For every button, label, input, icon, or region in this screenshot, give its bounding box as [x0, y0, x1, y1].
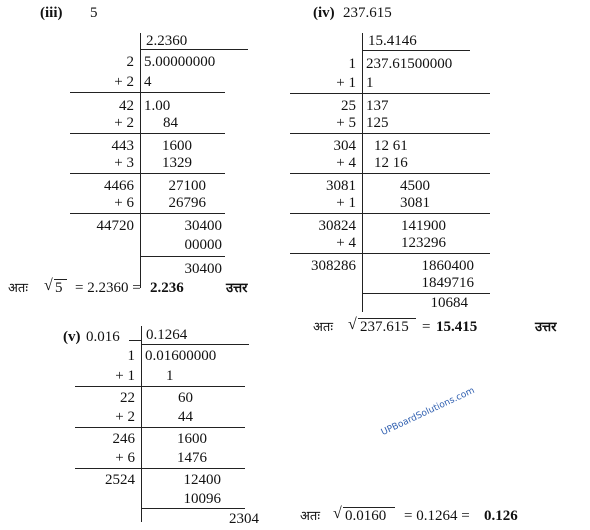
- answer-prefix: अतः: [300, 509, 320, 524]
- radicand: 237.615: [360, 319, 409, 335]
- divisor-cell: 1: [348, 56, 356, 72]
- dividend-cell: 141900: [401, 218, 446, 234]
- divisor-cell: 2: [126, 54, 134, 70]
- divisor-cell: 3081: [326, 178, 356, 194]
- divisor-cell: 246: [112, 431, 135, 447]
- divisor-cell: + 6: [115, 450, 135, 466]
- dividend-cell: 60: [178, 390, 193, 406]
- dividend-cell: 123296: [401, 235, 446, 251]
- divisor-cell: + 1: [336, 195, 356, 211]
- divisor-cell: + 3: [114, 155, 134, 171]
- dividend-cell: 1600: [162, 138, 192, 154]
- problem-v-number: 0.016: [86, 329, 120, 345]
- dividend-cell: 4: [144, 74, 152, 90]
- remainder-cell: 30400: [184, 261, 222, 277]
- divisor-cell: 25: [341, 98, 356, 114]
- dividend-cell: 5.00000000: [144, 54, 216, 70]
- divisor-cell: 30824: [318, 218, 356, 234]
- answer-word: उत्तर: [226, 281, 248, 296]
- final-answer: 2.236: [150, 280, 184, 296]
- step-line: [75, 386, 245, 387]
- step-line: [141, 508, 245, 509]
- step-line: [70, 213, 225, 214]
- dividend-cell: 1849716: [421, 275, 474, 291]
- step-line: [362, 293, 490, 294]
- problem-v-quotient: 0.1264: [146, 327, 188, 343]
- answer-equation: = 0.1264 =: [404, 508, 470, 524]
- remainder-cell: 10684: [430, 295, 468, 311]
- watermark-text: UPBoardSolutions.com: [379, 385, 477, 438]
- divisor-cell: + 4: [336, 155, 356, 171]
- dividend-cell: 44: [178, 409, 193, 425]
- step-line: [290, 173, 490, 174]
- dividend-cell: 84: [163, 115, 178, 131]
- divisor-cell: + 1: [336, 75, 356, 91]
- dividend-cell: 10096: [183, 491, 221, 507]
- divisor-cell: + 5: [336, 115, 356, 131]
- divisor-cell: 4466: [104, 178, 134, 194]
- dividend-cell: 1.00: [144, 98, 171, 114]
- remainder-cell: 2304: [229, 511, 259, 527]
- divisor-cell: + 2: [114, 74, 134, 90]
- divisor-cell: + 6: [114, 195, 134, 211]
- divisor-cell: 2524: [105, 472, 135, 488]
- divisor-cell: + 2: [114, 115, 134, 131]
- answer-word: उत्तर: [535, 320, 557, 335]
- dividend-cell: 137: [366, 98, 389, 114]
- quotient-line: [141, 344, 249, 345]
- dividend-cell: 12 16: [374, 155, 408, 171]
- divisor-cell: 308286: [311, 258, 356, 274]
- quotient-line: [140, 49, 248, 50]
- step-line: [140, 256, 225, 257]
- divisor-cell: + 4: [336, 235, 356, 251]
- dividend-cell: 3081: [400, 195, 430, 211]
- dividend-cell: 1476: [177, 450, 207, 466]
- divisor-cell: 1: [127, 348, 135, 364]
- dividend-cell: 1600: [177, 431, 207, 447]
- step-line: [70, 92, 225, 93]
- sqrt-sign: √: [333, 505, 342, 522]
- step-line: [75, 468, 245, 469]
- step-line: [290, 253, 490, 254]
- step-line: [70, 173, 225, 174]
- dividend-cell: 125: [366, 115, 389, 131]
- answer-prefix: अतः: [313, 320, 333, 335]
- problem-iii-label: (iii): [40, 5, 63, 21]
- radicand: 0.0160: [345, 508, 387, 524]
- divisor-cell: 22: [120, 390, 135, 406]
- step-line: [290, 213, 490, 214]
- dividend-cell: 1329: [162, 155, 192, 171]
- step-line: [290, 93, 490, 94]
- divisor-cell: + 2: [115, 409, 135, 425]
- problem-v-label: (v): [63, 329, 81, 345]
- answer-prefix: अतः: [8, 281, 28, 296]
- dividend-cell: 30400: [184, 218, 222, 234]
- final-answer: 15.415: [436, 319, 478, 335]
- sqrt-sign: √: [44, 277, 53, 294]
- dividend-cell: 00000: [184, 237, 222, 253]
- divisor-cell: 304: [333, 138, 356, 154]
- problem-iv-label: (iv): [313, 5, 335, 21]
- dividend-cell: 12400: [183, 472, 221, 488]
- dividend-cell: 12 61: [374, 138, 408, 154]
- dividend-cell: 1860400: [421, 258, 474, 274]
- answer-equation: = 2.2360 =: [75, 280, 141, 296]
- dividend-cell: 1: [366, 75, 374, 91]
- dividend-cell: 26796: [168, 195, 206, 211]
- divisor-cell: + 1: [115, 368, 135, 384]
- step-line: [290, 133, 490, 134]
- step-line: [75, 427, 245, 428]
- dividend-cell: 0.01600000: [145, 348, 217, 364]
- answer-equation: =: [422, 319, 431, 335]
- final-answer: 0.126: [484, 508, 518, 524]
- step-line: [70, 133, 225, 134]
- problem-iv-number: 237.615: [343, 5, 392, 21]
- problem-iii-number: 5: [90, 5, 98, 21]
- problem-iii-quotient: 2.2360: [146, 33, 188, 49]
- divisor-cell: 44720: [96, 218, 134, 234]
- divisor-cell: 42: [119, 98, 134, 114]
- quotient-line: [362, 50, 470, 51]
- dividend-cell: 1: [166, 368, 174, 384]
- dividend-cell: 237.61500000: [366, 56, 453, 72]
- problem-iv-quotient: 15.4146: [368, 33, 417, 49]
- divisor-cell: 443: [111, 138, 134, 154]
- dividend-cell: 4500: [400, 178, 430, 194]
- sqrt-sign: √: [348, 316, 357, 333]
- radicand: 5: [55, 280, 63, 296]
- dividend-cell: 27100: [168, 178, 206, 194]
